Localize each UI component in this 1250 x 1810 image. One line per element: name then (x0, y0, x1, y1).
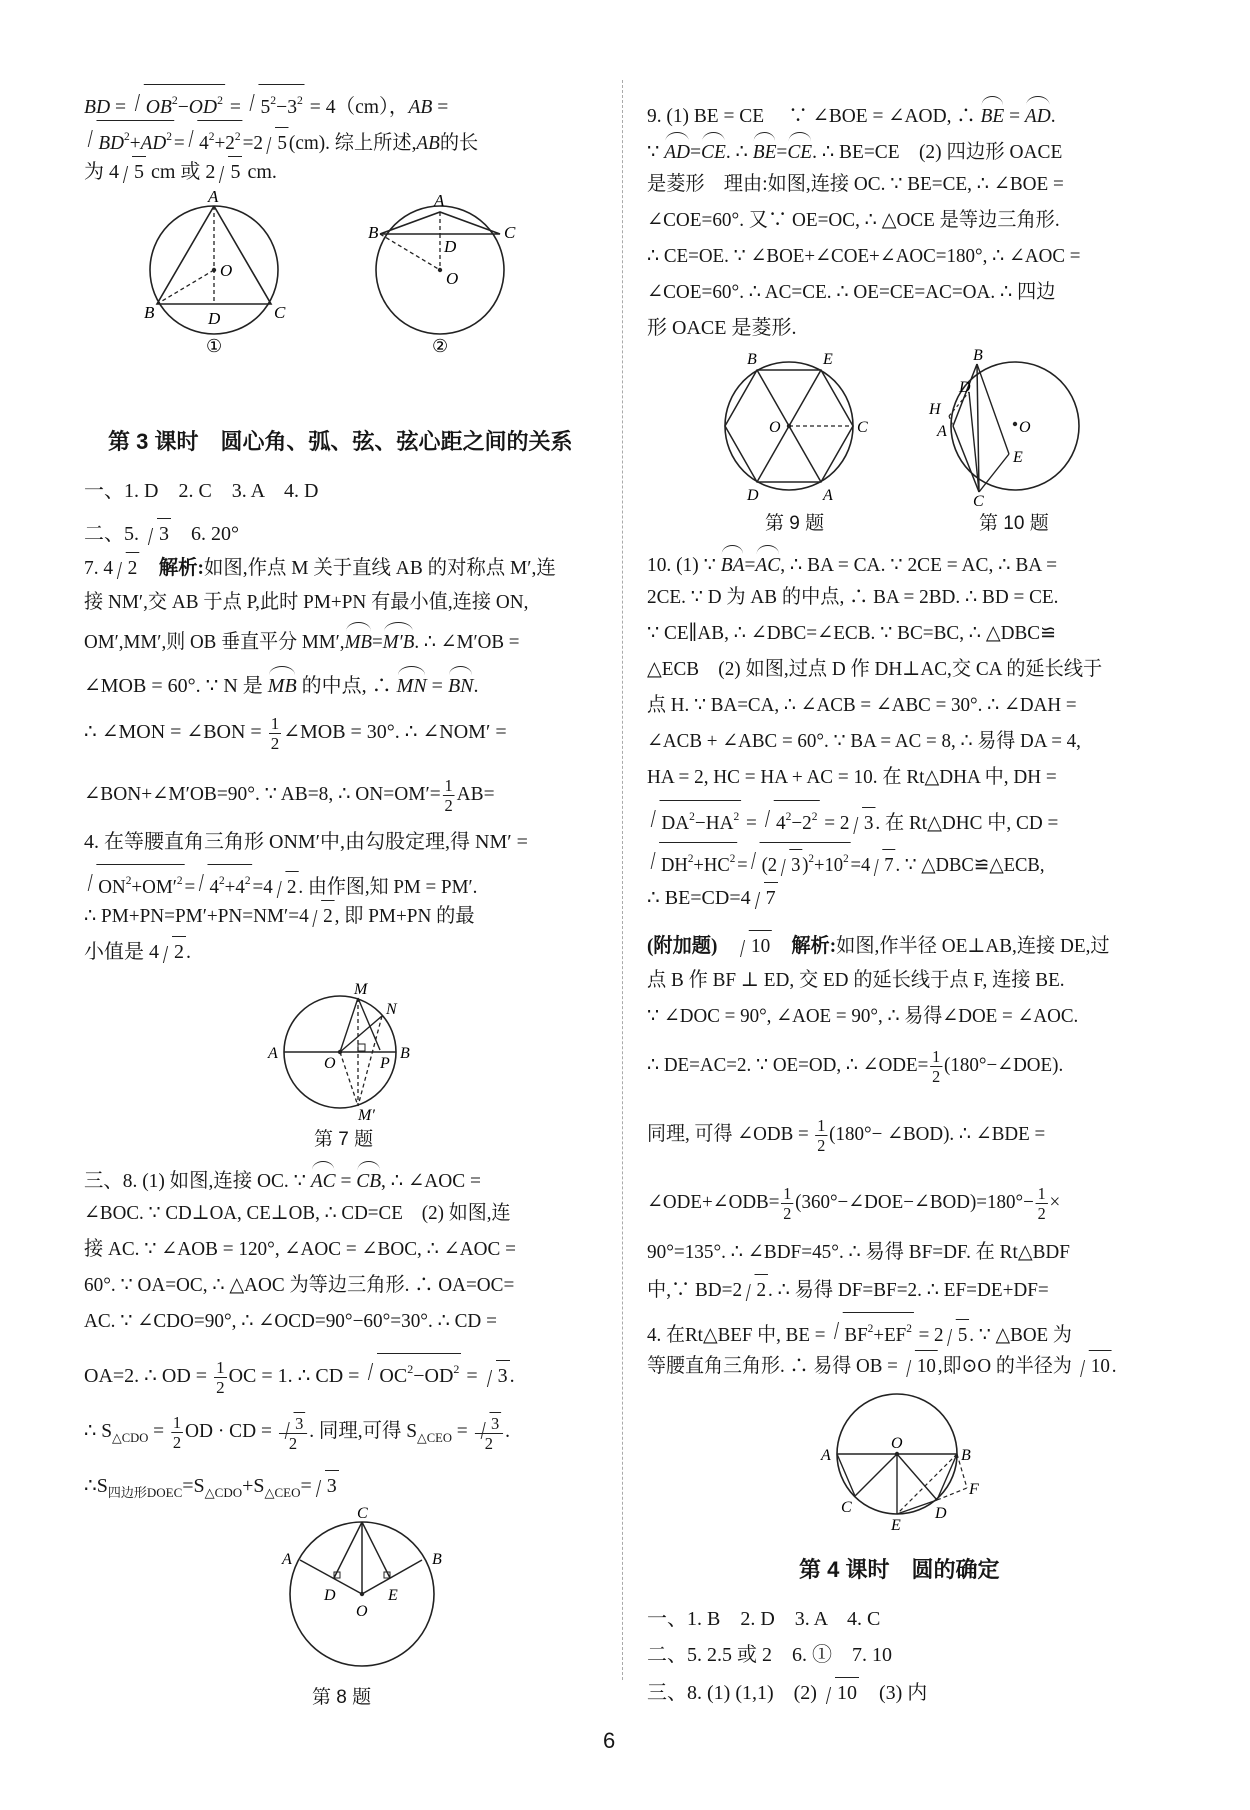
svg-text:O: O (769, 419, 781, 436)
svg-text:M: M (354, 981, 368, 998)
text-line: 4. 在等腰直角三角形 ONM′中,由勾股定理,得 NM′ = (84, 831, 528, 853)
text-line: 三、8. (1) 如图,连接 OC. ∵ AC = CB, ∴ ∠AOC = (84, 1163, 481, 1195)
text-line: 为 4 5 cm 或 2 5 cm. (84, 156, 277, 186)
answer-line: 三、8. (1) (1,1) (2) 10 (3) 内 (647, 1677, 927, 1707)
text-line: △ECB (2) 如图,过点 D 作 DH⊥AC,交 CA 的延长线于 (647, 658, 1103, 680)
svg-text:P: P (380, 1055, 390, 1072)
text-line: 接 NM′,交 AB 于点 P,此时 PM+PN 有最小值,连接 ON, (84, 591, 529, 613)
figure-circle-1 (144, 186, 304, 356)
figure-q10 (925, 346, 1085, 510)
text-line: HA = 2, HC = HA + AC = 10. 在 Rt△DHA 中, DH = (647, 766, 1057, 788)
answer-line: 二、5. 3 6. 20° (84, 518, 239, 548)
label: D (208, 309, 221, 328)
svg-text:C: C (857, 419, 868, 436)
text-line: $ON^2+OM'^2= 4^2+4^2=4$ 2. 由作图,知 PM = PM′. (84, 864, 477, 901)
figure-caption: 第 7 题 (314, 1129, 374, 1150)
text-line: (附加题) 10 解析:如图,作半径 OE⊥AB,连接 DE,过 (647, 930, 1110, 960)
text-line: 90°=135°. ∴ ∠BDF=45°. ∴ 易得 BF=DF. 在 Rt△BDF (647, 1241, 1070, 1263)
svg-text:E: E (1013, 449, 1023, 466)
figure-q9 (709, 346, 879, 506)
label: C (274, 303, 286, 322)
svg-text:N: N (386, 1001, 397, 1018)
svg-text:B: B (432, 1551, 442, 1568)
svg-text:C: C (357, 1505, 368, 1522)
svg-text:C: C (973, 493, 984, 510)
text-line: ∴ PM+PN=PM′+PN=NM′=4 2, 即 PM+PN 的最 (84, 900, 475, 930)
text-line: BD = $OB^2-OD^2 = 5^2-3^2 = 4(cm)$，AB = (84, 84, 448, 121)
figure-caption: 第 9 题 (765, 513, 825, 534)
label: O (446, 269, 459, 288)
text-line: ∴ CE=OE. ∵ ∠BOE+∠COE+∠AOC=180°, ∴ ∠AOC = (647, 245, 1081, 267)
text-line: ∴ BE=CD=4 7 (647, 882, 778, 912)
text-line: 4. 在Rt△BEF 中, BE = $BF^2+EF^2 = 2$ 5. ∵ △BOE 为 (647, 1312, 1072, 1349)
svg-text:B: B (961, 1447, 971, 1464)
svg-text:A: A (823, 487, 833, 504)
text-line: $BD^2+AD^2= 4^2+2^2=2$ 5(cm). 综上所述,AB的长 (84, 120, 478, 157)
svg-text:E: E (388, 1587, 398, 1604)
svg-text:C: C (841, 1499, 852, 1516)
text-line: $\therefore S_{四边形DOEC}=S_{\triangle CDO}+S_{\triangle CEO}= 3$ (84, 1470, 339, 1507)
text-line: ∠BOC. ∵ CD⊥OA, CE⊥OB, ∴ CD=CE (2) 如图,连 (84, 1202, 511, 1224)
label: B (144, 303, 155, 322)
svg-text:D: D (747, 487, 759, 504)
label: ② (432, 336, 449, 356)
svg-text:B: B (400, 1045, 410, 1062)
text-line: 形 OACE 是菱形. (647, 317, 797, 339)
svg-text:M′: M′ (358, 1107, 375, 1124)
text-line: ∴ $S_{\triangle CDO}$ = $\frac{1}{2}$ OD · CD = $\frac{3}{2}$ . 同理,可得 $S_{\triangle CEO}$ = $\frac{3}{2}$ . (84, 1413, 510, 1453)
section-title: 第 3 课时 圆心角、弧、弦、弦心距之间的关系 (108, 429, 573, 454)
text-line: OA=2. ∴ OD = $\frac{1}{2}$ OC = 1. ∴ CD = $OC^2-OD^2 = 3$ . (84, 1353, 515, 1397)
left-column (84, 0, 624, 1810)
text-line: 接 AC. ∵ ∠AOB = 120°, ∠AOC = ∠BOC, ∴ ∠AOC = (84, 1238, 516, 1260)
svg-text:H: H (929, 401, 941, 418)
text-line: ∵ CE∥AB, ∴ ∠DBC=∠ECB. ∵ BC=BC, ∴ △DBC≌ (647, 622, 1057, 644)
text-line: 点 B 作 BF ⊥ ED, 交 ED 的延长线于点 F, 连接 BE. (647, 969, 1065, 991)
svg-text:O: O (891, 1435, 903, 1452)
figure-q8 (260, 1504, 460, 1674)
text-line: 中,∵ BD=2 2. ∴ 易得 DF=BF=2. ∴ EF=DE+DF= (647, 1274, 1049, 1304)
sqrt: $OB^2-OD^2$ (133, 84, 225, 121)
text-line: ∵ ∠DOC = 90°, ∠AOE = 90°, ∴ 易得∠DOE = ∠AOC. (647, 1005, 1079, 1027)
text-line: AC. ∵ ∠CDO=90°, ∴ ∠OCD=90°−60°=30°. ∴ CD = (84, 1310, 497, 1332)
text-line: ∠MOB = 60°. ∵ N 是 MB 的中点, ∴ MN = BN. (84, 668, 479, 700)
text-line: 点 H. ∵ BA=CA, ∴ ∠ACB = ∠ABC = 30°. ∴ ∠DAH = (647, 694, 1077, 716)
label: A (208, 187, 219, 206)
svg-text:D: D (935, 1505, 947, 1522)
text-line: ∵ AD=CE. ∴ BE=CE. ∴ BE=CE (2) 四边形 OACE (647, 134, 1062, 166)
svg-text:A: A (821, 1447, 831, 1464)
label: A (434, 191, 445, 210)
text-line: ∠BON+∠M′OB=90°. ∵ AB=8, ∴ ON=OM′= $\frac{1}{2}$ AB= (84, 776, 495, 815)
text-line: 等腰直角三角形. ∴ 易得 OB = 10,即⊙O 的半径为 10. (647, 1350, 1117, 1380)
svg-text:B: B (747, 351, 757, 368)
text-line: 10. (1) ∵ BA=AC, ∴ BA = CA. ∵ 2CE = AC, ∴ BA = (647, 547, 1057, 579)
text-line: ∴ DE=AC=2. ∵ OE=OD, ∴ ∠ODE= $\frac{1}{2}$ (180°−∠DOE). (647, 1047, 1064, 1086)
text-line: 9. (1) BE = CE ∵ ∠BOE = ∠AOD, ∴ BE = AD. (647, 98, 1056, 130)
text-line: 小值是 4 2 . (84, 936, 191, 966)
text-line: ∠COE=60°. ∴ AC=CE. ∴ OE=CE=AC=OA. ∴ 四边 (647, 281, 1056, 303)
text-line: ∠ODE+∠ODB= $\frac{1}{2}$ (360°−∠DOE−∠BOD)=180°− $\frac{1}{2}$ × (647, 1184, 1061, 1223)
svg-text:E: E (891, 1517, 901, 1534)
text-line: 60°. ∵ OA=OC, ∴ △AOC 为等边三角形. ∴ OA=OC= (84, 1274, 515, 1296)
figure-circle-2 (370, 186, 550, 356)
answer-line: 一、1. D 2. C 3. A 4. D (84, 480, 319, 502)
answer-line: 一、1. B 2. D 3. A 4. C (647, 1608, 881, 1630)
text-line: OM′,MM′,则 OB 垂直平分 MM′,MB=M′B. ∴ ∠M′OB = (84, 624, 520, 656)
label: O (220, 261, 233, 280)
svg-text:A: A (268, 1045, 278, 1062)
svg-text:A: A (937, 423, 947, 440)
svg-text:B: B (973, 347, 983, 364)
text-line: $DA^2-HA^2 = 4^2-2^2 = 2$ 3. 在 Rt△DHC 中, CD = (647, 800, 1058, 837)
figure-caption: 第 8 题 (312, 1687, 372, 1708)
text-line: 7. 4 2 解析:如图,作点 M 关于直线 AB 的对称点 M′,连 (84, 552, 556, 582)
text-line: ∠COE=60°. 又∵ OE=OC, ∴ △OCE 是等边三角形. (647, 209, 1060, 231)
label: ① (206, 336, 223, 356)
label: C (504, 223, 516, 242)
svg-text:F: F (969, 1481, 979, 1498)
right-column (647, 0, 1187, 1810)
svg-text:D: D (324, 1587, 336, 1604)
svg-text:O: O (324, 1055, 336, 1072)
page-number: 6 (603, 1728, 616, 1753)
text-line: 同理, 可得 ∠ODB = $\frac{1}{2}$ (180°− ∠BOD). ∴ ∠BDE = (647, 1116, 1046, 1155)
figure-extra (819, 1388, 1009, 1534)
svg-text:O: O (1019, 419, 1031, 436)
answer-line: 二、5. 2.5 或 2 6. ① 7. 10 (647, 1644, 892, 1666)
figure-q7 (262, 982, 432, 1122)
figure-caption: 第 10 题 (979, 513, 1049, 534)
svg-text:E: E (823, 351, 833, 368)
svg-text:D: D (959, 379, 971, 396)
label: D (444, 237, 457, 256)
text-line: ∴ ∠MON = ∠BON = $\frac{1}{2}$ ∠MOB = 30°. ∴ ∠NOM′ = (84, 714, 507, 753)
svg-text:O: O (356, 1603, 368, 1620)
text-line: ∠ACB + ∠ABC = 60°. ∵ BA = AC = 8, ∴ 易得 DA = 4, (647, 730, 1081, 752)
section-title: 第 4 课时 圆的确定 (799, 1557, 1000, 1582)
label: B (368, 223, 379, 242)
svg-text:A: A (282, 1551, 292, 1568)
text-line: 2CE. ∵ D 为 AB 的中点, ∴ BA = 2BD. ∴ BD = CE. (647, 586, 1059, 608)
text-line: 是菱形 理由:如图,连接 OC. ∵ BE=CE, ∴ ∠BOE = (647, 173, 1064, 195)
text-line: $DH^2+HC^2= (2$ $3)^2+10^2=4$ 7. ∵ △DBC≌△ECB, (647, 842, 1044, 879)
